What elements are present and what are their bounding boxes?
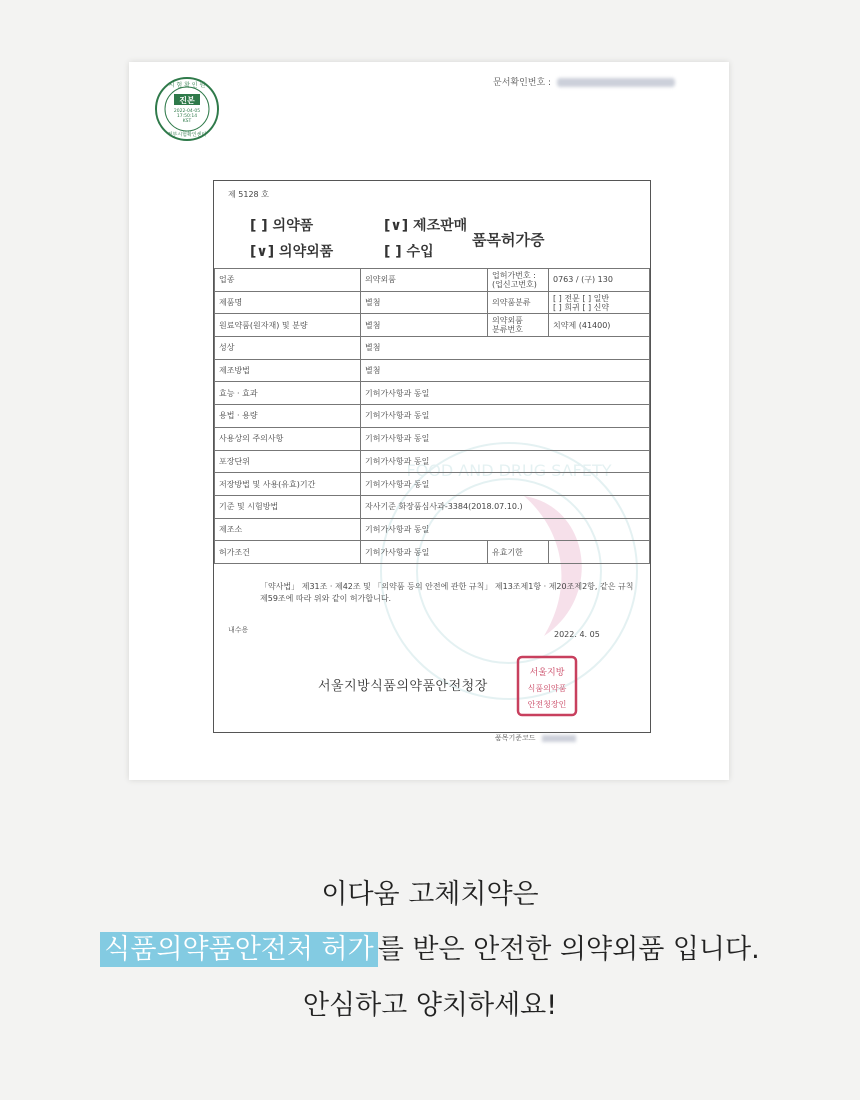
legal-note: 「약사법」 제31조 · 제42조 및 「의약품 등의 안전에 관한 규칙」 제13조제1항 · 제20조제2항, 같은 규칙 제59조에 따라 위와 같이 허가합니다. bbox=[260, 582, 634, 603]
issuer-name: 서울지방식품의약품안전청장 bbox=[318, 679, 488, 694]
doc-confirm-label: 문서확인번호 : bbox=[493, 78, 552, 88]
table-row bbox=[215, 314, 650, 337]
type-checkboxes bbox=[250, 211, 650, 269]
table-cell: 의약외품 bbox=[361, 269, 488, 292]
check-import: [ ] 수입 bbox=[384, 244, 434, 260]
table-row bbox=[215, 495, 650, 518]
official-red-seal-icon bbox=[516, 655, 578, 717]
table-cell: 기허가사항과 동일 bbox=[361, 405, 650, 428]
table-cell bbox=[549, 541, 650, 564]
table-row bbox=[215, 269, 650, 292]
table-cell: 업종 bbox=[215, 269, 361, 292]
table-row bbox=[215, 541, 650, 564]
table-cell: 제조방법 bbox=[215, 359, 361, 382]
red-seal-line3: 안전청장인 bbox=[527, 700, 567, 709]
table-cell: 효능 · 효과 bbox=[215, 382, 361, 405]
table-cell: 별첨 bbox=[361, 291, 488, 314]
caption-line2 bbox=[0, 927, 860, 966]
table-cell: 기허가사항과 동일 bbox=[361, 382, 650, 405]
table-cell: 사용상의 주의사항 bbox=[215, 427, 361, 450]
watermark-text: FOOD AND DRUG SAFETY bbox=[406, 461, 612, 480]
table-row bbox=[215, 473, 650, 496]
table-cell: 기허가사항과 동일 bbox=[361, 518, 650, 541]
table-cell: 별첨 bbox=[361, 337, 650, 360]
certificate-paper bbox=[129, 62, 729, 780]
certificate-table bbox=[214, 268, 650, 564]
check-pharma: [ ] 의약품 bbox=[250, 218, 314, 234]
table-row bbox=[215, 405, 650, 428]
table-cell: 용법 · 용량 bbox=[215, 405, 361, 428]
caption-line3: 안심하고 양치하세요! bbox=[302, 990, 558, 1021]
blurred-number bbox=[557, 78, 675, 87]
table-cell: 자사기준 화장품심사과-3384(2018.07.10.) bbox=[361, 495, 650, 518]
table-cell: 저장방법 및 사용(유효)기간 bbox=[215, 473, 361, 496]
certificate-frame bbox=[213, 180, 651, 733]
issue-date: 2022. 4. 05 bbox=[554, 630, 600, 639]
caption-line1: 이다움 고체치약은 bbox=[321, 879, 539, 910]
table-row bbox=[215, 291, 650, 314]
item-code bbox=[495, 733, 576, 743]
table-cell: 의약외품 분류번호 bbox=[488, 314, 549, 337]
receiver-label: 내수용 bbox=[228, 626, 249, 634]
table-cell: 성상 bbox=[215, 337, 361, 360]
table-cell: 기준 및 시험방법 bbox=[215, 495, 361, 518]
seal-stamp-text: 진본 bbox=[179, 96, 195, 105]
table-row bbox=[215, 518, 650, 541]
table-cell: 유효기한 bbox=[488, 541, 549, 564]
item-code-label: 품목기준코드 bbox=[495, 734, 536, 742]
verification-seal-icon bbox=[154, 76, 220, 142]
caption-highlight: 식품의약품안전처 허가 bbox=[100, 932, 377, 967]
table-cell: 의약품분류 bbox=[488, 291, 549, 314]
table-row bbox=[215, 337, 650, 360]
table-cell: 허가조건 bbox=[215, 541, 361, 564]
table-cell: 기허가사항과 동일 bbox=[361, 473, 650, 496]
seal-outer-text: 시 험 확 인 원 bbox=[168, 82, 206, 89]
table-row bbox=[215, 359, 650, 382]
table-cell: 제품명 bbox=[215, 291, 361, 314]
table-cell: [ ] 전문 [ ] 일반 [ ] 희귀 [ ] 신약 bbox=[549, 291, 650, 314]
check-quasi-drug: [∨] 의약외품 bbox=[250, 244, 334, 260]
table-cell: 0763 / (구) 130 bbox=[549, 269, 650, 292]
table-row bbox=[215, 382, 650, 405]
table-cell: 제조소 bbox=[215, 518, 361, 541]
table-row bbox=[215, 450, 650, 473]
table-cell: 원료약품(원자재) 및 분량 bbox=[215, 314, 361, 337]
certificate-number: 제 5128 호 bbox=[228, 190, 269, 199]
seal-code: KST bbox=[182, 119, 192, 124]
seal-time: 17:50:14 bbox=[176, 114, 198, 119]
table-cell: 기허가사항과 동일 bbox=[361, 541, 488, 564]
seal-date: 2022-04-05 bbox=[173, 109, 201, 114]
red-seal-line1: 서울지방 bbox=[529, 668, 565, 678]
table-cell: 별첨 bbox=[361, 314, 488, 337]
table-cell: 별첨 bbox=[361, 359, 650, 382]
table-cell: 포장단위 bbox=[215, 450, 361, 473]
table-cell: 업허가번호 : (업신고번호) bbox=[488, 269, 549, 292]
red-seal-line2: 식품의약품 bbox=[527, 684, 567, 693]
table-cell: 치약제 (41400) bbox=[549, 314, 650, 337]
blurred-code bbox=[542, 735, 576, 742]
check-manufacture: [∨] 제조판매 bbox=[384, 218, 468, 234]
seal-org: 정부시험확인센터 bbox=[167, 132, 207, 138]
table-cell: 기허가사항과 동일 bbox=[361, 427, 650, 450]
doc-confirm-number bbox=[493, 75, 675, 88]
table-cell: 기허가사항과 동일 bbox=[361, 450, 650, 473]
certificate-title: 품목허가증 bbox=[472, 231, 545, 249]
table-row bbox=[215, 427, 650, 450]
caption-line2-rest: 를 받은 안전한 의약외품 입니다. bbox=[377, 934, 760, 965]
